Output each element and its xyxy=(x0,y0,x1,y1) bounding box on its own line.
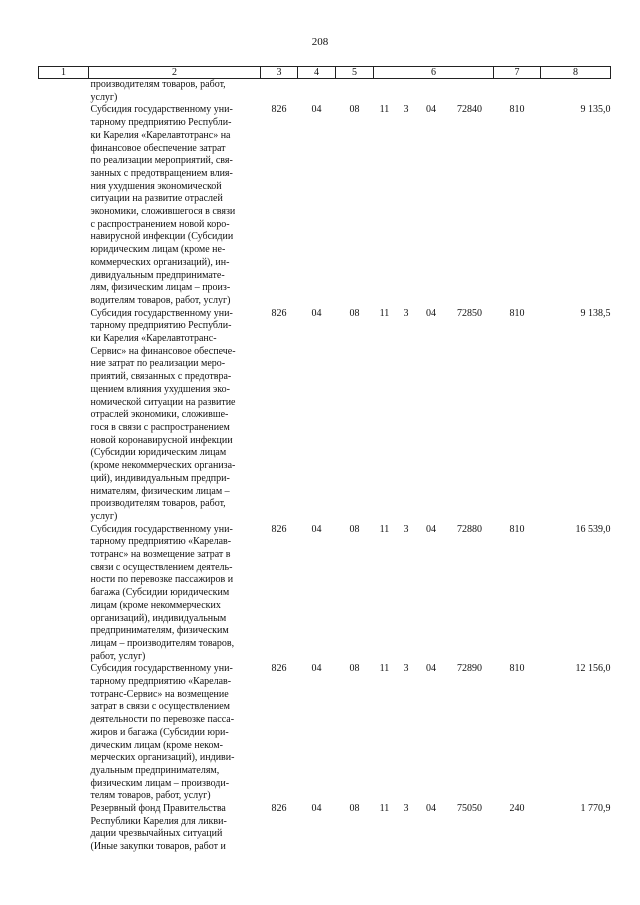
name-line: деятельности по перевозке пасса- xyxy=(90,714,235,726)
row-name xyxy=(89,79,261,105)
cell-main-event: 04 xyxy=(426,104,436,116)
name-line: затрат в связи с осуществлением xyxy=(90,701,231,713)
name-line: дивидуальным предпринимате- xyxy=(90,269,225,281)
header-row xyxy=(39,67,611,79)
name-line: (Иные закупки товаров, работ и xyxy=(90,841,226,853)
cell-subsection: 08 xyxy=(349,104,360,116)
cell-admin-code: 826 xyxy=(271,803,287,815)
name-line: лицам (кроме некоммерческих xyxy=(90,599,221,611)
table-row xyxy=(39,524,611,664)
budget-table xyxy=(38,66,611,854)
name-line: связи с осуществлением деятель- xyxy=(90,561,233,573)
cell-col-1 xyxy=(39,524,89,664)
continuation-row xyxy=(39,79,611,105)
name-line: нимателям, физическим лицам – xyxy=(90,485,230,497)
row-name xyxy=(89,524,261,664)
cell-direction: 72840 xyxy=(457,104,482,116)
table-row xyxy=(39,803,611,854)
header-col-3: 3 xyxy=(261,67,298,79)
name-line: багажа (Субсидии юридическим xyxy=(90,587,230,599)
cell-program: 11 xyxy=(379,803,390,815)
cell-col-1 xyxy=(39,308,89,524)
cell-admin-code: 826 xyxy=(271,104,287,116)
row-name xyxy=(89,663,261,803)
name-line: тотранс» на возмещение затрат в xyxy=(90,549,231,561)
name-line: услуг) xyxy=(90,510,118,522)
name-line: юридическим лицам (кроме не- xyxy=(90,244,226,256)
name-line: Субсидия государственному уни- xyxy=(90,523,233,535)
cell-subprogram: 3 xyxy=(403,104,409,116)
name-line: экономики, сложившегося в связи xyxy=(90,206,236,218)
cell-program: 11 xyxy=(379,523,390,535)
cell-section: 04 xyxy=(311,523,322,535)
name-line: ситуации на развитие отраслей xyxy=(90,193,223,205)
cell-admin-code: 826 xyxy=(271,307,287,319)
name-line: новой коронавирусной инфекции xyxy=(90,434,233,446)
cell-section: 04 xyxy=(311,663,322,675)
cell-col-1 xyxy=(39,663,89,803)
cell-direction: 72850 xyxy=(457,307,482,319)
header-col-8: 8 xyxy=(541,67,611,79)
cell-section: 04 xyxy=(311,307,322,319)
cell-subsection: 08 xyxy=(349,307,360,319)
name-line: тарному предприятию Республи- xyxy=(90,117,232,129)
name-line: тарному предприятию «Карелав- xyxy=(90,676,232,688)
name-line: ки Карелия «Карелавтотранс» на xyxy=(90,129,231,141)
cell-expense-type: 240 xyxy=(509,803,525,815)
name-line: водителям товаров, работ, услуг) xyxy=(90,294,231,306)
name-line: тарному предприятию «Карелав- xyxy=(90,536,232,548)
header-col-7: 7 xyxy=(494,67,541,79)
header-col-4: 4 xyxy=(298,67,336,79)
name-line: отраслей экономики, сложивше- xyxy=(90,409,229,421)
cell-empty xyxy=(261,79,611,105)
cell-subsection: 08 xyxy=(349,523,360,535)
cell-program: 11 xyxy=(379,104,390,116)
name-line: ций), индивидуальным предпри- xyxy=(90,472,230,484)
name-line: предпринимателям, физическим xyxy=(90,625,229,637)
name-line: услуг) xyxy=(90,91,118,103)
cell-subprogram: 3 xyxy=(403,307,409,319)
name-line: гося в связи с распространением xyxy=(90,421,230,433)
name-line: занных с предотвращением влия- xyxy=(90,167,233,179)
cell-col-1 xyxy=(39,79,89,105)
name-line: мерческих организаций), индиви- xyxy=(90,752,235,764)
name-line: по реализации мероприятий, свя- xyxy=(90,155,233,167)
table-row xyxy=(39,104,611,307)
cell-direction: 75050 xyxy=(457,803,482,815)
name-line: Республики Карелия для ликви- xyxy=(90,815,227,827)
name-line: лям, физическим лицам – произ- xyxy=(90,282,231,294)
cell-expense-type: 810 xyxy=(509,523,525,535)
name-line: производителям товаров, работ, xyxy=(90,79,226,90)
cell-col-1 xyxy=(39,104,89,307)
cell-amount: 9 138,5 xyxy=(580,307,611,319)
name-line: номической ситуации на развитие xyxy=(90,396,236,408)
cell-amount: 12 156,0 xyxy=(575,663,611,675)
name-line: тарному предприятию Республи- xyxy=(90,320,232,332)
name-line: Субсидия государственному уни- xyxy=(90,104,233,116)
cell-main-event: 04 xyxy=(426,307,436,319)
page-number: 208 xyxy=(311,36,329,48)
table-header xyxy=(39,67,611,79)
cell-program: 11 xyxy=(379,307,390,319)
cell-main-event: 04 xyxy=(426,663,436,675)
name-line: ния ухудшения экономической xyxy=(90,180,222,192)
cell-subsection: 08 xyxy=(349,663,360,675)
cell-admin-code: 826 xyxy=(271,523,287,535)
name-line: Субсидия государственному уни- xyxy=(90,663,233,675)
table-row xyxy=(39,663,611,803)
row-name xyxy=(89,308,261,524)
name-line: лицам – производителям товаров, xyxy=(90,637,235,649)
name-line: ние затрат по реализации меро- xyxy=(90,358,226,370)
name-line: коммерческих организаций), ин- xyxy=(90,256,230,268)
name-line: Сервис» на финансовое обеспече- xyxy=(90,345,236,357)
cell-main-event: 04 xyxy=(426,523,436,535)
header-col-5: 5 xyxy=(336,67,374,79)
cell-col-1 xyxy=(39,803,89,854)
name-line: ки Карелия «Карелавтотранс- xyxy=(90,333,217,345)
cell-subprogram: 3 xyxy=(403,803,409,815)
name-line: производителям товаров, работ, xyxy=(90,498,226,510)
header-col-1: 1 xyxy=(39,67,89,79)
cell-expense-type: 810 xyxy=(509,307,525,319)
name-line: дации чрезвычайных ситуаций xyxy=(90,828,223,840)
cell-expense-type: 810 xyxy=(509,104,525,116)
cell-amount: 1 770,9 xyxy=(580,803,611,815)
cell-expense-type: 810 xyxy=(509,663,525,675)
name-line: дическим лицам (кроме неком- xyxy=(90,739,223,751)
name-line: навирусной инфекции (Субсидии xyxy=(90,231,234,243)
name-line: (Субсидии юридическим лицам xyxy=(90,447,227,459)
name-line: работ, услуг) xyxy=(90,650,146,662)
name-line: физическим лицам – производи- xyxy=(90,777,230,789)
cell-program: 11 xyxy=(379,663,390,675)
name-line: приятий, связанных с предотвра- xyxy=(90,371,232,383)
name-line: Резервный фонд Правительства xyxy=(90,803,226,815)
name-line: тотранс-Сервис» на возмещение xyxy=(90,688,229,700)
cell-section: 04 xyxy=(311,104,322,116)
cell-direction: 72890 xyxy=(457,663,482,675)
table-row xyxy=(39,308,611,524)
header-col-2: 2 xyxy=(89,67,261,79)
name-line: щением влияния ухудшения эко- xyxy=(90,383,230,395)
cell-amount: 16 539,0 xyxy=(575,523,611,535)
table-body xyxy=(39,79,611,854)
header-col-6: 6 xyxy=(374,67,494,79)
name-line: ности по перевозке пассажиров и xyxy=(90,574,234,586)
name-line: финансовое обеспечение затрат xyxy=(90,142,226,154)
cell-section: 04 xyxy=(311,803,322,815)
cell-admin-code: 826 xyxy=(271,663,287,675)
name-line: Субсидия государственному уни- xyxy=(90,307,233,319)
name-line: жиров и багажа (Субсидии юри- xyxy=(90,726,229,738)
name-line: организаций), индивидуальным xyxy=(90,612,227,624)
name-line: с распространением новой коро- xyxy=(90,218,230,230)
row-name xyxy=(89,104,261,307)
row-name xyxy=(89,803,261,854)
name-line: дуальным предпринимателям, xyxy=(90,764,220,776)
name-line: (кроме некоммерческих организа- xyxy=(90,460,236,472)
name-line: телям товаров, работ, услуг) xyxy=(90,790,211,802)
cell-main-event: 04 xyxy=(426,803,436,815)
cell-subprogram: 3 xyxy=(403,523,409,535)
cell-amount: 9 135,0 xyxy=(580,104,611,116)
cell-subsection: 08 xyxy=(349,803,360,815)
cell-direction: 72880 xyxy=(457,523,482,535)
cell-subprogram: 3 xyxy=(403,663,409,675)
